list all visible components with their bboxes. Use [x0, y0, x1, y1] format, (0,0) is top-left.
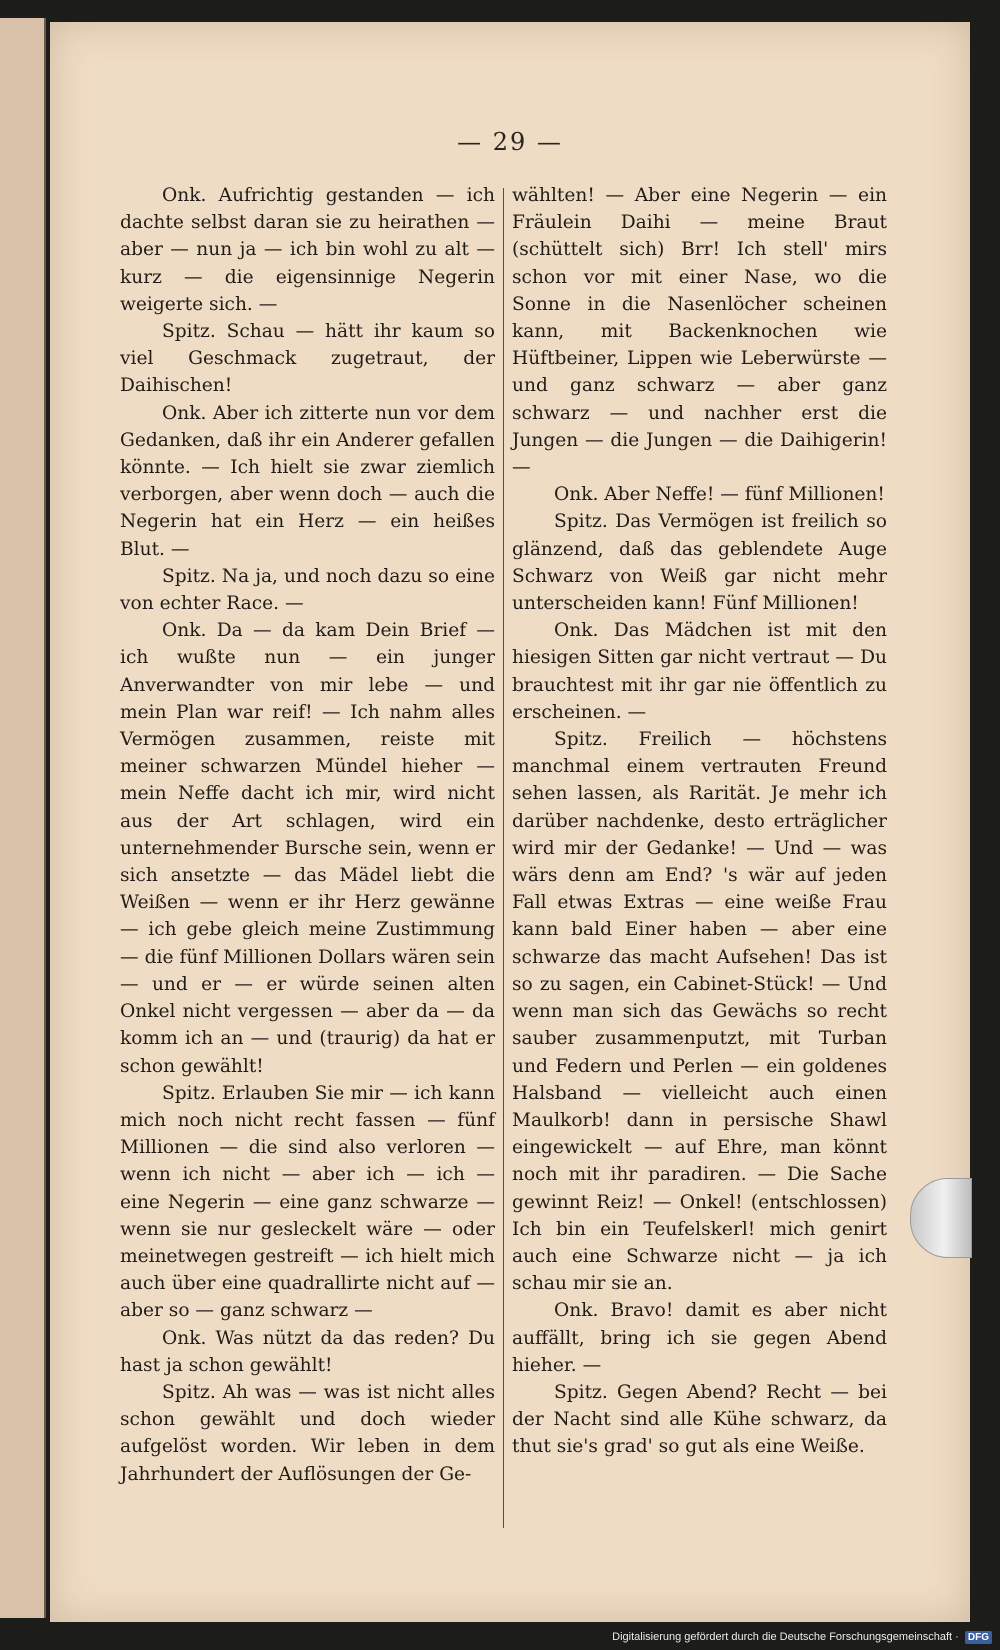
paragraph: Spitz. Ah was — was ist nicht alles schon gewählt und doch wieder aufgelöst worden. Wir leben in dem Jahrhundert der Auflösungen der Ge-	[120, 1381, 495, 1485]
credit-text: Digitalisierung gefördert durch die Deutsche Forschungsgemeinschaft ·	[612, 1631, 959, 1643]
paragraph: Onk. Das Mädchen ist mit den hiesigen Sitten gar nicht vertraut — Du brauchtest mit ihr gar nie öffentlich zu erscheinen. —	[512, 620, 887, 723]
paragraph: Onk. Bravo! damit es aber nicht auffällt, bring ich sie gegen Abend hieher. —	[512, 1300, 887, 1376]
paragraph: Spitz. Gegen Abend? Recht — bei der Nacht sind alle Kühe schwarz, da thut sie's grad' so gut als eine Weiße.	[512, 1381, 887, 1458]
dfg-logo: DFG	[965, 1631, 992, 1644]
paragraph: Spitz. Schau — hätt ihr kaum so viel Geschmack zugetraut, der Daihischen!	[120, 321, 495, 397]
right-text-column	[512, 182, 887, 1461]
book-page	[50, 22, 970, 1622]
paragraph: Spitz. Erlauben Sie mir — ich kann mich noch nicht recht fassen — fünf Millionen — die sind also verloren — wenn ich nicht — aber ich — ich — eine Negerin — eine ganz schwarze — wenn sie nur gesleckelt wäre — oder meinetwegen gestreift — ich hielt mich auch über eine quadrallirte nicht auf — aber so — ganz schwarz —	[120, 1082, 495, 1322]
column-divider	[503, 188, 504, 1528]
paragraph: Onk. Da — da kam Dein Brief — ich wußte nun — ein junger Anverwandter von mir lebe — und mein Plan war reif! — Ich nahm alles Vermögen zusammen, reiste mit meiner schwarzen Mündel hieher — mein Neffe dacht ich mir, wird nicht aus der Art schlagen, wird ein unternehmender Bursche sein, wenn er sich ansetzte — das Mädel liebt die Weißen — wenn er ihr Herz gewänne — ich gebe gleich meine Zustimmung — die fünf Millionen Dollars wären sein — und er — er würde seinen alten Onkel nicht vergessen — aber da — da komm ich an — und (traurig) da hat er schon gewählt!	[120, 620, 495, 1077]
facing-page-edge	[0, 18, 46, 1618]
paragraph: Onk. Aufrichtig gestanden — ich dachte selbst daran sie zu heirathen — aber — nun ja — ich bin wohl zu alt — kurz — die eigensinnige Negerin weigerte sich. —	[120, 185, 495, 315]
paragraph: Spitz. Na ja, und noch dazu so eine von echter Race. —	[120, 565, 495, 615]
page-number: — 29 —	[457, 128, 563, 156]
paragraph: Spitz. Freilich — höchstens manchmal einem vertrauten Freund sehen lassen, als Rarität. Je mehr ich darüber nachdenke, desto erträglicher wird mir der Gedanke! — Und — was wärs denn am End? 's wär auf jeden Fall etwas Extras — eine weiße Frau kann bald Einer haben — aber eine schwarze das macht Aufsehen! Das ist so zu sagen, ein Cabinet-Stück! — Und wenn man sich das Gewächs so recht sauber zusammenputzt, mit Turban und Federn und Perlen — ein goldenes Halsband — vielleicht auch einen Maulkorb! dann in persische Shawl eingewickelt — auf Ehre, man könnt noch mit ihr paradiren. — Die Sache gewinnt Reiz! — Onkel! (entschlossen) Ich bin ein Teufelskerl! mich genirt auch eine Schwarze nicht — ja ich schau mir sie an.	[512, 729, 887, 1295]
paragraph: Spitz. Das Vermögen ist freilich so glänzend, daß das geblendete Auge Schwarz von Weiß gar nicht mehr unterscheiden kann! Fünf Millionen!	[512, 511, 887, 615]
digitization-credit	[612, 1631, 992, 1644]
paragraph: Onk. Aber ich zitterte nun vor dem Gedanken, daß ihr ein Anderer gefallen könnte. — Ich hielt sie zwar ziemlich verborgen, aber wenn doch — auch die Negerin hat ein Herz — ein heißes Blut. —	[120, 402, 495, 560]
paragraph: wählten! — Aber eine Negerin — ein Fräulein Daihi — meine Braut (schüttelt sich) Brr! Ich stell' mirs schon vor mit einer Nase, wo die Sonne in die Nasenlöcher scheinen kann, mit Backenknochen wie Hüftbeiner, Lippen wie Leberwürste — und ganz schwarz — aber ganz schwarz — und nachher erst die Jungen — die Jungen — die Daihigerin! —	[512, 185, 887, 479]
paragraph: Onk. Was nützt da das reden? Du hast ja schon gewählt!	[120, 1327, 495, 1376]
page-turn-handle[interactable]	[910, 1178, 972, 1258]
paragraph: Onk. Aber Neffe! — fünf Millionen!	[554, 484, 885, 506]
left-text-column	[120, 182, 495, 1488]
